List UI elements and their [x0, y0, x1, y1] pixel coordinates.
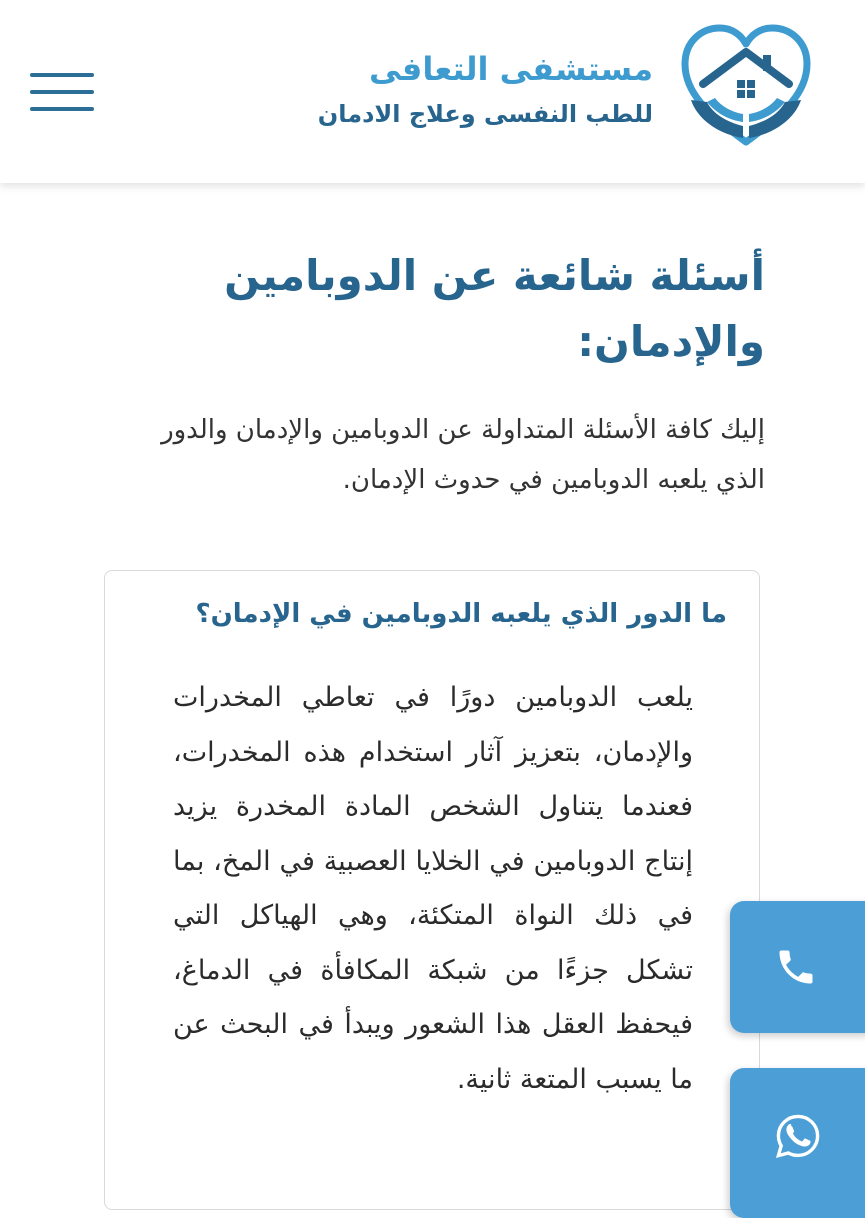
- whatsapp-icon: [774, 1112, 822, 1160]
- call-button[interactable]: [730, 901, 865, 1033]
- menu-icon-bar: [30, 90, 94, 94]
- page-title: أسئلة شائعة عن الدوبامين والإدمان:: [224, 251, 765, 366]
- logo-icon[interactable]: [677, 22, 815, 148]
- site-subtitle[interactable]: للطب النفسى وعلاج الادمان: [317, 100, 653, 128]
- menu-icon-bar: [30, 73, 94, 77]
- menu-icon-bar: [30, 107, 94, 111]
- site-header: [0, 0, 865, 183]
- site-title[interactable]: مستشفى التعافى: [369, 50, 653, 88]
- intro-paragraph: إليك كافة الأسئلة المتداولة عن الدوبامين والإدمان والدور الذي يلعبه الدوبامين في حدوث الإدمان.: [161, 415, 765, 495]
- main-content: [0, 183, 865, 1200]
- whatsapp-button[interactable]: [730, 1068, 865, 1218]
- phone-icon: [774, 945, 818, 989]
- faq-answer: يلعب الدوبامين دورًا في تعاطي المخدرات والإدمان، بتعزيز آثار استخدام هذه المخدرات، فعندما يتناول الشخص المادة المخدرة يزيد إنتاج الدوبامين في الخلايا العصبية في المخ، بما في ذلك النواة المتكئة، وهي الهياكل التي تشكل جزءًا من شبكة المكافأة في الدماغ، فيحفظ العقل هذا الشعور ويبدأ في البحث عن ما يسبب المتعة ثانية.: [173, 682, 693, 1095]
- faq-item: [104, 570, 760, 1210]
- menu-icon[interactable]: [30, 73, 94, 113]
- faq-question[interactable]: ما الدور الذي يلعبه الدوبامين في الإدمان؟: [195, 599, 727, 629]
